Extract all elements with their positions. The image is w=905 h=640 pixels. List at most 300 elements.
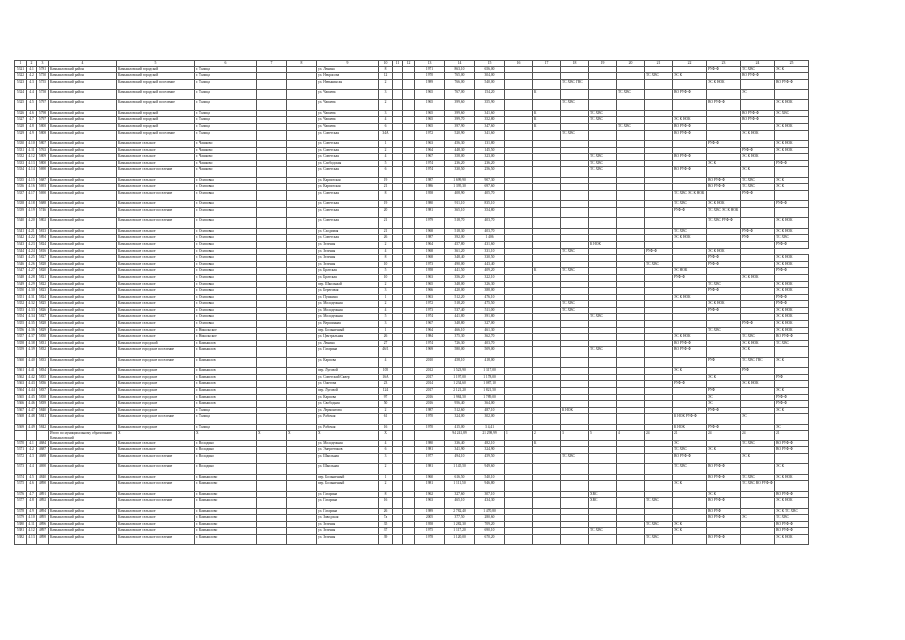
table-row	[15, 79, 809, 89]
table-cell: 256,50	[475, 167, 505, 177]
table-cell: 4.36	[27, 327, 37, 334]
table-cell: 1 111,50	[445, 481, 475, 491]
table-cell	[561, 73, 589, 80]
table-cell	[645, 66, 673, 73]
table-cell	[393, 184, 403, 191]
table-cell: ТС ХВС	[561, 248, 589, 255]
table-cell: 2014	[415, 381, 445, 388]
table-cell	[257, 154, 287, 161]
table-cell: ЭС К НОК	[741, 130, 775, 140]
table-cell	[673, 241, 707, 248]
table-cell: ЭС К	[707, 160, 741, 167]
table-cell: Камышловское сельское	[117, 147, 195, 154]
table-cell: ЭС	[741, 515, 775, 522]
table-cell	[775, 167, 809, 177]
table-cell	[393, 334, 403, 341]
table-cell: 405,70	[475, 190, 505, 200]
table-row	[15, 374, 809, 381]
table-cell: Камышловский район	[49, 327, 117, 334]
table-cell	[645, 453, 673, 463]
table-cell: 3	[379, 90, 393, 100]
table-cell	[589, 381, 617, 388]
table-row	[15, 453, 809, 463]
table-cell	[561, 347, 589, 357]
table-cell: 1 699,90	[445, 177, 475, 184]
table-cell	[533, 255, 561, 262]
table-cell: г. Никольское	[195, 334, 257, 341]
table-cell: 4.4	[27, 90, 37, 100]
table-cell: 2016	[415, 394, 445, 401]
table-cell: ТС ХВС РУФ-Ф	[707, 218, 741, 228]
table-cell	[287, 79, 317, 89]
table-cell	[589, 184, 617, 191]
table-cell	[589, 447, 617, 454]
table-cell: Камышловское сельское	[117, 154, 195, 161]
table-cell	[589, 357, 617, 367]
table-cell	[707, 274, 741, 281]
column-number: 10	[379, 61, 393, 67]
table-cell: 348,80	[445, 321, 475, 328]
table-cell	[287, 184, 317, 191]
table-cell: 1980	[415, 201, 445, 208]
table-cell: ЭС К	[707, 447, 741, 454]
table-cell	[589, 414, 617, 424]
table-cell: г. Камышлов	[195, 388, 257, 395]
table-cell	[707, 90, 741, 100]
table-cell	[287, 90, 317, 100]
table-cell	[561, 340, 589, 347]
table-cell: 354,80	[475, 207, 505, 217]
table-cell	[393, 474, 403, 481]
table-cell	[561, 381, 589, 388]
table-cell	[393, 535, 403, 545]
column-number: 17	[533, 61, 561, 67]
table-cell: Камышловский городской	[117, 110, 195, 117]
table-cell: ТС ХВС ГВС	[741, 357, 775, 367]
table-cell: 4	[379, 357, 393, 367]
table-cell: 3	[379, 110, 393, 117]
table-cell: 4.17	[27, 190, 37, 200]
table-cell: ЭС К НОК	[707, 301, 741, 308]
table-cell: 5365	[15, 394, 27, 401]
table-cell	[393, 401, 403, 408]
table-cell	[589, 274, 617, 281]
table-cell: РУФ-Ф	[707, 255, 741, 262]
table-cell: 4.7	[27, 491, 37, 498]
table-row	[15, 124, 809, 131]
table-cell	[561, 334, 589, 341]
table-cell: ул. Братская	[317, 268, 379, 275]
table-cell: 5345	[15, 255, 27, 262]
table-cell	[741, 394, 775, 401]
table-cell: 8	[379, 255, 393, 262]
table-cell	[257, 374, 287, 381]
table-cell	[393, 147, 403, 154]
column-number: 6	[195, 61, 257, 67]
table-cell	[561, 147, 589, 154]
table-cell	[257, 414, 287, 424]
table-cell: 4.8	[27, 124, 37, 131]
table-cell	[533, 218, 561, 228]
table-cell: 327,60	[445, 491, 475, 498]
table-cell	[393, 201, 403, 208]
table-cell	[393, 255, 403, 262]
table-cell: 5364	[15, 388, 27, 395]
table-cell	[645, 394, 673, 401]
table-cell	[617, 498, 645, 508]
table-cell	[741, 79, 775, 89]
table-cell: 5841	[37, 414, 49, 424]
table-cell: г. Камышлов	[195, 368, 257, 375]
table-cell: 1981	[415, 447, 445, 454]
table-cell: г. Осиповка	[195, 307, 257, 314]
table-cell	[257, 368, 287, 375]
table-cell: Камышловский район	[49, 268, 117, 275]
table-cell: 511,00	[475, 307, 505, 314]
table-cell: 5325	[15, 100, 27, 110]
table-cell: 5352	[15, 301, 27, 308]
table-cell	[505, 248, 533, 255]
table-cell	[393, 141, 403, 148]
table-cell: РУФ	[741, 368, 775, 375]
table-cell	[533, 347, 561, 357]
table-cell	[287, 474, 317, 481]
table-cell	[561, 481, 589, 491]
table-cell: 341,60	[475, 110, 505, 117]
table-cell: 5337	[15, 190, 27, 200]
table-cell	[403, 440, 415, 447]
table-cell	[775, 414, 809, 424]
column-number: 5	[117, 61, 195, 67]
table-cell	[403, 394, 415, 401]
table-cell	[403, 90, 415, 100]
table-cell	[533, 321, 561, 328]
table-cell	[403, 357, 415, 367]
table-cell: ВО РУФ-Ф	[707, 535, 741, 545]
table-cell: РУФ-Ф	[707, 424, 741, 431]
table-cell: ЭС К НОК	[775, 314, 809, 321]
table-cell	[645, 528, 673, 535]
table-cell	[645, 235, 673, 242]
table-cell: ТС ХВС	[561, 130, 589, 140]
table-cell: Камышловское городское поселение	[117, 414, 195, 424]
table-cell: 1964	[415, 241, 445, 248]
table-cell	[533, 447, 561, 454]
table-cell	[645, 110, 673, 117]
table-cell: ЭС К	[673, 528, 707, 535]
table-cell	[645, 314, 673, 321]
table-cell: 4	[379, 307, 393, 314]
table-cell: 403,70	[475, 218, 505, 228]
table-cell: ул. Чапаева	[317, 90, 379, 100]
table-cell: 1986	[415, 184, 445, 191]
table-cell: 5824	[37, 241, 49, 248]
table-cell: 16	[379, 498, 393, 508]
table-cell: 391,80	[475, 314, 505, 321]
table-cell	[589, 261, 617, 268]
table-cell	[589, 453, 617, 463]
table-cell	[617, 207, 645, 217]
table-cell	[617, 381, 645, 388]
table-cell: 1963	[415, 141, 445, 148]
table-cell	[645, 117, 673, 124]
table-cell	[533, 167, 561, 177]
table-cell: г. Талица	[195, 124, 257, 131]
table-cell: 4.10	[27, 515, 37, 522]
table-cell: РУФ-Ф	[707, 261, 741, 268]
table-cell	[775, 347, 809, 357]
table-cell: г. Осиповка	[195, 255, 257, 262]
table-cell: ВО РУФ-Ф	[673, 347, 707, 357]
table-cell	[561, 388, 589, 395]
table-cell: Камышловское городское поселение	[117, 347, 195, 357]
table-cell: Камышловское сельское поселение	[117, 498, 195, 508]
table-cell: г. Камышлово	[195, 491, 257, 498]
table-cell	[741, 294, 775, 301]
table-cell: 1965	[415, 100, 445, 110]
table-cell: Камышловский район	[49, 141, 117, 148]
table-cell: 6	[379, 124, 393, 131]
table-cell: 512,20	[445, 294, 475, 301]
table-cell	[645, 160, 673, 167]
table-cell	[533, 474, 561, 481]
table-cell	[505, 334, 533, 341]
table-cell: 1958	[415, 521, 445, 528]
table-cell	[741, 248, 775, 255]
table-cell: ЭС К НОК	[775, 474, 809, 481]
table-cell	[617, 374, 645, 381]
table-cell: г. Камышлов	[195, 357, 257, 367]
table-cell	[741, 401, 775, 408]
table-cell: 5347	[15, 268, 27, 275]
table-cell: ЭС К НОК	[673, 235, 707, 242]
table-cell	[403, 508, 415, 515]
table-cell	[403, 255, 415, 262]
table-cell: 2 121,20	[445, 388, 475, 395]
table-cell	[589, 374, 617, 381]
table-cell	[403, 160, 415, 167]
table-cell	[673, 314, 707, 321]
table-cell: 1981	[415, 464, 445, 474]
table-cell	[589, 440, 617, 447]
table-cell	[393, 190, 403, 200]
table-cell	[645, 79, 673, 89]
table-cell: 1968	[415, 228, 445, 235]
table-cell	[645, 368, 673, 375]
table-cell	[257, 288, 287, 295]
table-cell: 4684	[37, 440, 49, 447]
table-cell: 5813	[37, 228, 49, 235]
table-cell	[287, 394, 317, 401]
table-cell	[589, 79, 617, 89]
column-number: 9	[317, 61, 379, 67]
table-cell	[741, 241, 775, 248]
table-cell: Камышловское сельское	[117, 268, 195, 275]
data-table	[14, 60, 809, 545]
table-cell	[287, 307, 317, 314]
table-cell	[505, 447, 533, 454]
table-cell: ЭС К НОК	[707, 248, 741, 255]
table-cell: Камышловский район	[49, 281, 117, 288]
table-cell: 352,80	[475, 117, 505, 124]
table-cell: ТС ХВС	[707, 327, 741, 334]
table-cell	[589, 147, 617, 154]
table-cell	[617, 491, 645, 498]
table-cell	[257, 327, 287, 334]
table-cell: Камышловский район	[49, 218, 117, 228]
table-cell	[561, 401, 589, 408]
table-cell	[287, 347, 317, 357]
table-cell	[287, 327, 317, 334]
table-cell: ул. Школьная	[317, 464, 379, 474]
table-cell: Камышловский район	[49, 321, 117, 328]
table-cell	[673, 401, 707, 408]
table-row	[15, 401, 809, 408]
table-cell	[561, 117, 589, 124]
table-cell: 5800	[37, 124, 49, 131]
table-cell: ЭС	[707, 394, 741, 401]
table-cell	[645, 154, 673, 161]
table-cell	[589, 90, 617, 100]
table-cell: 365,10	[445, 207, 475, 217]
table-row	[15, 528, 809, 535]
table-cell: пер. Луговой	[317, 368, 379, 375]
table-cell	[257, 190, 287, 200]
column-number: 22	[673, 61, 707, 67]
table-cell	[257, 508, 287, 515]
table-cell	[393, 388, 403, 395]
table-cell	[393, 347, 403, 357]
table-cell	[561, 124, 589, 131]
table-cell: 4.41	[27, 368, 37, 375]
table-cell: ул. Чапаева	[317, 100, 379, 110]
table-cell	[775, 381, 809, 388]
table-cell: 4.7	[27, 117, 37, 124]
table-cell	[403, 388, 415, 395]
table-cell	[617, 334, 645, 341]
table-cell	[403, 79, 415, 89]
table-cell: 5330	[15, 141, 27, 148]
table-cell: ЭС К НОК	[775, 218, 809, 228]
table-row	[15, 110, 809, 117]
table-cell: ЭС К НОК	[741, 340, 775, 347]
table-cell	[617, 314, 645, 321]
table-cell	[533, 481, 561, 491]
table-cell: 362,70	[475, 334, 505, 341]
table-cell: 97	[379, 394, 393, 401]
table-cell: 1 197,00	[445, 374, 475, 381]
table-cell	[775, 154, 809, 161]
table-cell	[533, 261, 561, 268]
table-cell	[707, 368, 741, 375]
table-cell: 236,20	[445, 160, 475, 167]
table-cell: 331,10	[475, 248, 505, 255]
table-cell	[561, 167, 589, 177]
table-cell: 4896	[37, 521, 49, 528]
table-cell: 105	[379, 368, 393, 375]
table-cell	[533, 381, 561, 388]
table-cell	[403, 491, 415, 498]
table-cell	[257, 281, 287, 288]
table-cell: ул. Зеленая	[317, 521, 379, 528]
table-cell	[589, 294, 617, 301]
table-cell	[707, 481, 741, 491]
table-row	[15, 321, 809, 328]
table-cell	[287, 288, 317, 295]
table-cell: 1978	[415, 535, 445, 545]
table-cell	[561, 464, 589, 474]
table-cell: ЭС К НОК	[775, 327, 809, 334]
table-cell	[505, 228, 533, 235]
table-cell	[533, 100, 561, 110]
table-cell: 4	[379, 248, 393, 255]
table-cell: 765,00	[445, 73, 475, 80]
table-cell: ул. Советская	[317, 130, 379, 140]
table-cell: ул. Карпатская	[317, 184, 379, 191]
table-cell	[403, 124, 415, 131]
table-cell: ВО РУФ-Ф	[775, 521, 809, 528]
table-cell: Камышловский район	[49, 368, 117, 375]
table-cell: 388,00	[475, 288, 505, 295]
table-cell: Камышловский городской	[117, 73, 195, 80]
table-cell: 5375	[15, 481, 27, 491]
table-cell: 540,10	[475, 474, 505, 481]
table-cell: 5324	[15, 90, 27, 100]
table-cell: 540,00	[475, 79, 505, 89]
table-cell: Камышловский район	[49, 440, 117, 447]
table-cell	[287, 110, 317, 117]
table-cell	[393, 515, 403, 522]
table-cell	[287, 340, 317, 347]
table-cell	[617, 401, 645, 408]
table-cell	[257, 491, 287, 498]
table-cell: г. Камышлово	[195, 508, 257, 515]
table-cell: 1958	[415, 190, 445, 200]
table-cell	[505, 474, 533, 481]
table-cell	[561, 177, 589, 184]
table-cell: г. Осиповка	[195, 301, 257, 308]
table-cell	[617, 508, 645, 515]
table-cell: 4.40	[27, 357, 37, 367]
table-cell: ВО РУФ-Ф	[673, 124, 707, 131]
table-cell: ул. Советская	[317, 167, 379, 177]
table-cell: 5688	[37, 201, 49, 208]
table-cell	[741, 100, 775, 110]
table-cell: РУФ-Ф	[741, 147, 775, 154]
table-cell: 4	[379, 440, 393, 447]
table-cell	[287, 207, 317, 217]
table-cell	[741, 521, 775, 528]
table-cell: 1 470,80	[475, 508, 505, 515]
table-cell: 5	[379, 314, 393, 321]
table-cell	[617, 117, 645, 124]
table-cell: 5323	[15, 79, 27, 89]
table-cell	[589, 100, 617, 110]
table-cell	[741, 124, 775, 131]
table-cell: Камышловское городское	[117, 407, 195, 414]
table-cell	[645, 288, 673, 295]
table-cell: ЭС К НОК	[741, 274, 775, 281]
table-cell: Камышловское сельское поселение	[117, 218, 195, 228]
table-cell: РУФ-Ф	[673, 207, 707, 217]
table-cell	[561, 424, 589, 431]
table-cell: 323,00	[475, 154, 505, 161]
table-cell: 1970	[415, 73, 445, 80]
table-cell: г. Осиповка	[195, 261, 257, 268]
table-cell: ТС ХВС	[561, 301, 589, 308]
table-cell	[393, 357, 403, 367]
table-cell: 1967	[415, 321, 445, 328]
